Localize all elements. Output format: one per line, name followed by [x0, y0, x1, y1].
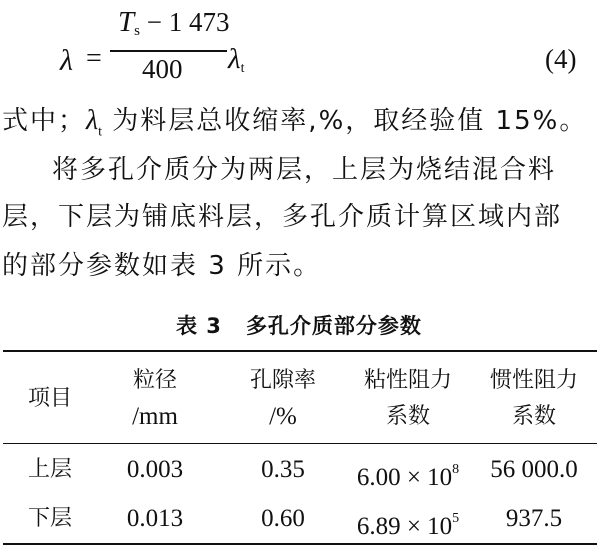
where-label: 式中；: [2, 106, 87, 136]
row2-viscous-exp: 5: [452, 511, 460, 526]
table-caption: [176, 310, 422, 340]
equation-number: (4): [545, 44, 577, 74]
header-inertial-line2: 系数: [511, 404, 556, 429]
row1-size: 0.003: [126, 456, 184, 483]
header-viscous-line1: 粘性阻力: [363, 368, 452, 393]
header-inertial-line1: 惯性阻力: [489, 368, 578, 393]
paragraph-line-2: 将多孔介质分为两层，上层为烧结混合料: [52, 155, 557, 185]
equation-4: [0, 0, 600, 96]
lambda-t-sub: t: [240, 61, 245, 76]
row1-viscous-exp: 8: [452, 462, 460, 477]
table-bottom-rule: [3, 543, 597, 545]
equation-lambda-t: [228, 43, 244, 77]
lambda-inline-sub: t: [98, 124, 103, 140]
header-size-line2: /mm: [132, 403, 178, 430]
equation-equals: =: [86, 43, 102, 74]
numerator-rest: − 1 473: [139, 7, 230, 37]
equation-denominator: 400: [142, 54, 183, 84]
fraction-bar: [110, 50, 227, 52]
table-caption-label: 表 3: [176, 314, 222, 338]
row2-item: 下层: [27, 506, 72, 531]
row1-item: 上层: [27, 457, 72, 482]
numerator-T: T: [118, 6, 135, 38]
row1-viscous-mantissa: 6.00 × 10: [356, 464, 453, 491]
row1-viscous: [343, 452, 473, 496]
paragraph-line-3: 层，下层为铺底料层，多孔介质计算区域内部: [2, 202, 563, 232]
paragraph-line-4: 的部分参数如表 3 所示。: [2, 251, 322, 281]
equation-lambda: λ: [60, 44, 73, 77]
table-caption-title: 多孔介质部分参数: [245, 314, 422, 338]
header-viscous-line2: 系数: [385, 404, 430, 429]
header-porosity-line1: 孔隙率: [249, 368, 316, 393]
row1-porosity: 0.35: [261, 456, 305, 483]
shrinkage-description: 为料层总收缩率,%，取经验值 15%。: [102, 106, 588, 136]
numerator-T-sub: s: [134, 23, 140, 39]
row2-porosity: 0.60: [261, 505, 305, 532]
row2-inertial: 937.5: [505, 505, 563, 532]
header-porosity-line2: /%: [269, 403, 297, 430]
row1-inertial: 56 000.0: [490, 456, 578, 483]
row2-size: 0.013: [126, 505, 184, 532]
lambda-inline: λ: [86, 105, 99, 136]
header-item: 项目: [27, 386, 72, 411]
row2-viscous: [343, 501, 473, 545]
table-top-rule: [3, 350, 597, 352]
equation-numerator: [118, 6, 229, 40]
lambda-t-symbol-inline: [86, 105, 103, 140]
paragraph-line-1: [2, 100, 587, 141]
table-header-rule: [3, 443, 597, 444]
row2-viscous-mantissa: 6.89 × 10: [356, 513, 453, 540]
header-size-line1: 粒径: [132, 368, 177, 393]
lambda-t-symbol: λ: [228, 43, 241, 75]
